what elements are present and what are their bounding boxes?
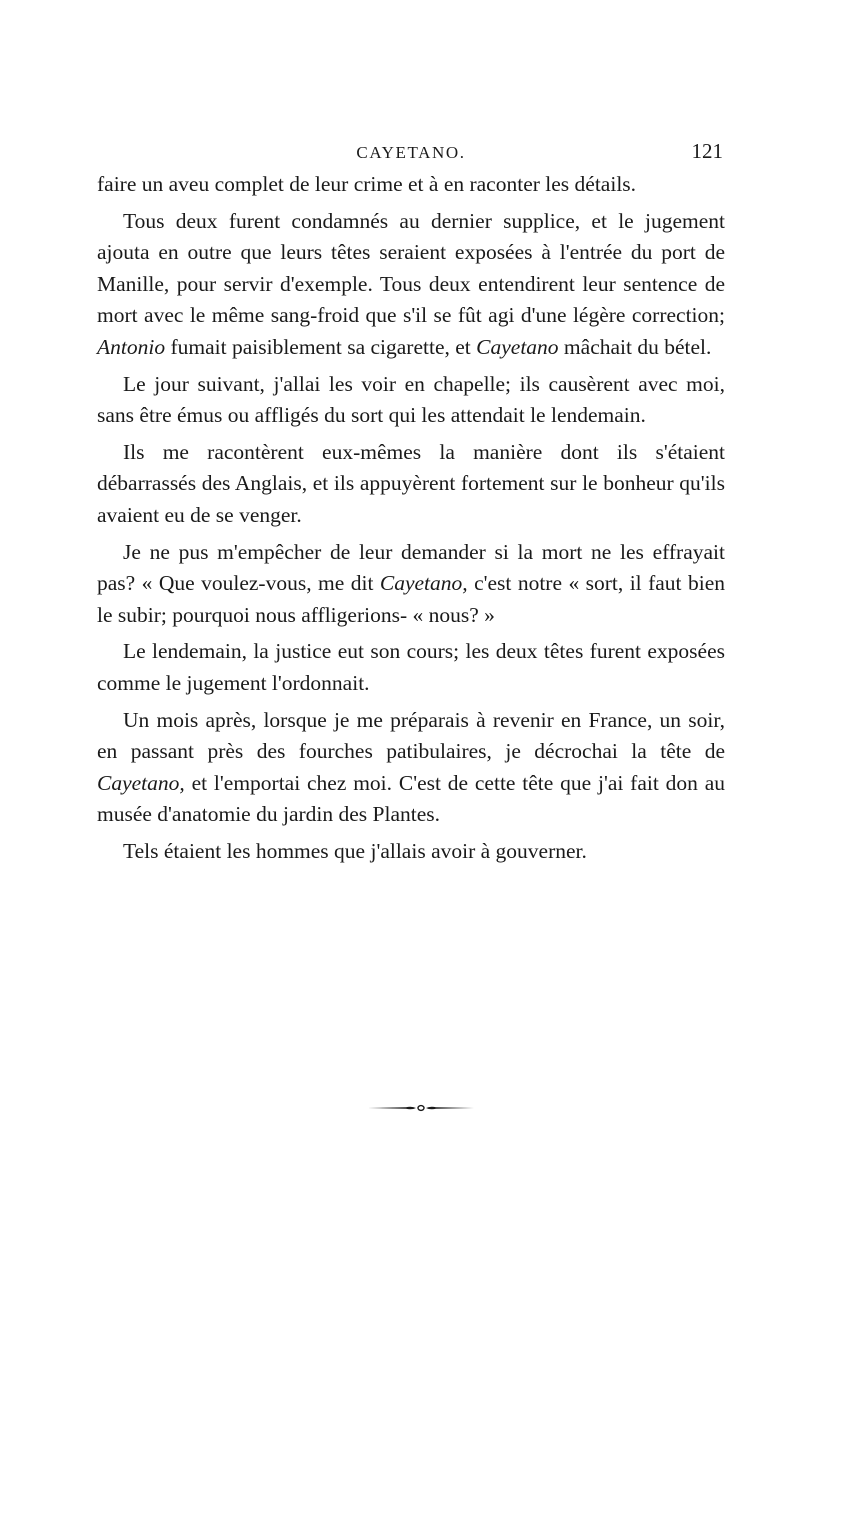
paragraph-text: Tels étaient les hommes que j'allais avoir à gouverner. bbox=[123, 838, 587, 863]
paragraph bbox=[97, 636, 725, 699]
body-text bbox=[97, 169, 725, 872]
paragraph bbox=[97, 169, 725, 201]
paragraph-text: mâchait du bétel. bbox=[558, 334, 712, 359]
italic-name: Cayetano, bbox=[97, 770, 185, 795]
page-number: 121 bbox=[691, 139, 723, 163]
tailpiece-ornament-svg bbox=[366, 1101, 476, 1115]
paragraph bbox=[97, 836, 725, 868]
paragraph-text: Tous deux furent condamnés au dernier supplice, et le jugement ajouta en outre que leurs têtes seraient exposées à l'entrée du port de Manille, pour servir d'exemple. Tous deux entendirent leur sentence de mort avec le même sang-froid que s'il se fût agi d'une légère correction; bbox=[97, 208, 725, 328]
italic-name: Antonio bbox=[97, 334, 166, 359]
paragraph bbox=[97, 437, 725, 532]
paragraph-text: Le lendemain, la justice eut son cours; les deux têtes furent exposées comme le jugement l'ordonnait. bbox=[97, 639, 725, 695]
paragraph-text: Le jour suivant, j'allai les voir en chapelle; ils causèrent avec moi, sans être émus ou affligés du sort qui les attendait le lendemain. bbox=[97, 371, 725, 428]
paragraph bbox=[97, 369, 725, 432]
running-head bbox=[97, 138, 725, 168]
paragraph-text: et l'emportai chez moi. C'est de cette tête que j'ai fait don au musée d'anatomie du jardin des Plantes. bbox=[97, 770, 725, 827]
paragraph bbox=[97, 705, 725, 831]
paragraph-text: Ils me racontèrent eux-mêmes la manière dont ils s'étaient débarrassés des Anglais, et ils appuyèrent fortement sur le bonheur qu'ils avaient eu de se venger. bbox=[97, 439, 725, 527]
italic-name: Cayetano bbox=[476, 334, 559, 359]
italic-name: Cayetano, bbox=[379, 571, 468, 596]
tailpiece-ornament-icon bbox=[366, 1100, 476, 1114]
paragraph-text: Un mois après, lorsque je me préparais à revenir en France, un soir, en passant près des fourches patibulaires, je décrochai la tête de bbox=[97, 707, 725, 764]
paragraph-text: fumait paisiblement sa cigarette, et bbox=[165, 334, 477, 359]
paragraph-text: Je ne pus m'empêcher de leur demander si la mort ne les effrayait pas? « Que voulez-vous, me dit bbox=[97, 539, 725, 596]
paragraph-text: faire un aveu complet de leur crime et à en raconter les détails. bbox=[97, 172, 637, 196]
paragraph bbox=[97, 537, 725, 632]
paragraph-text: c'est notre « sort, il faut bien le subir; pourquoi nous affligerions- « nous? » bbox=[97, 571, 725, 627]
paragraph bbox=[97, 206, 725, 364]
running-title: CAYETANO. bbox=[356, 143, 466, 162]
